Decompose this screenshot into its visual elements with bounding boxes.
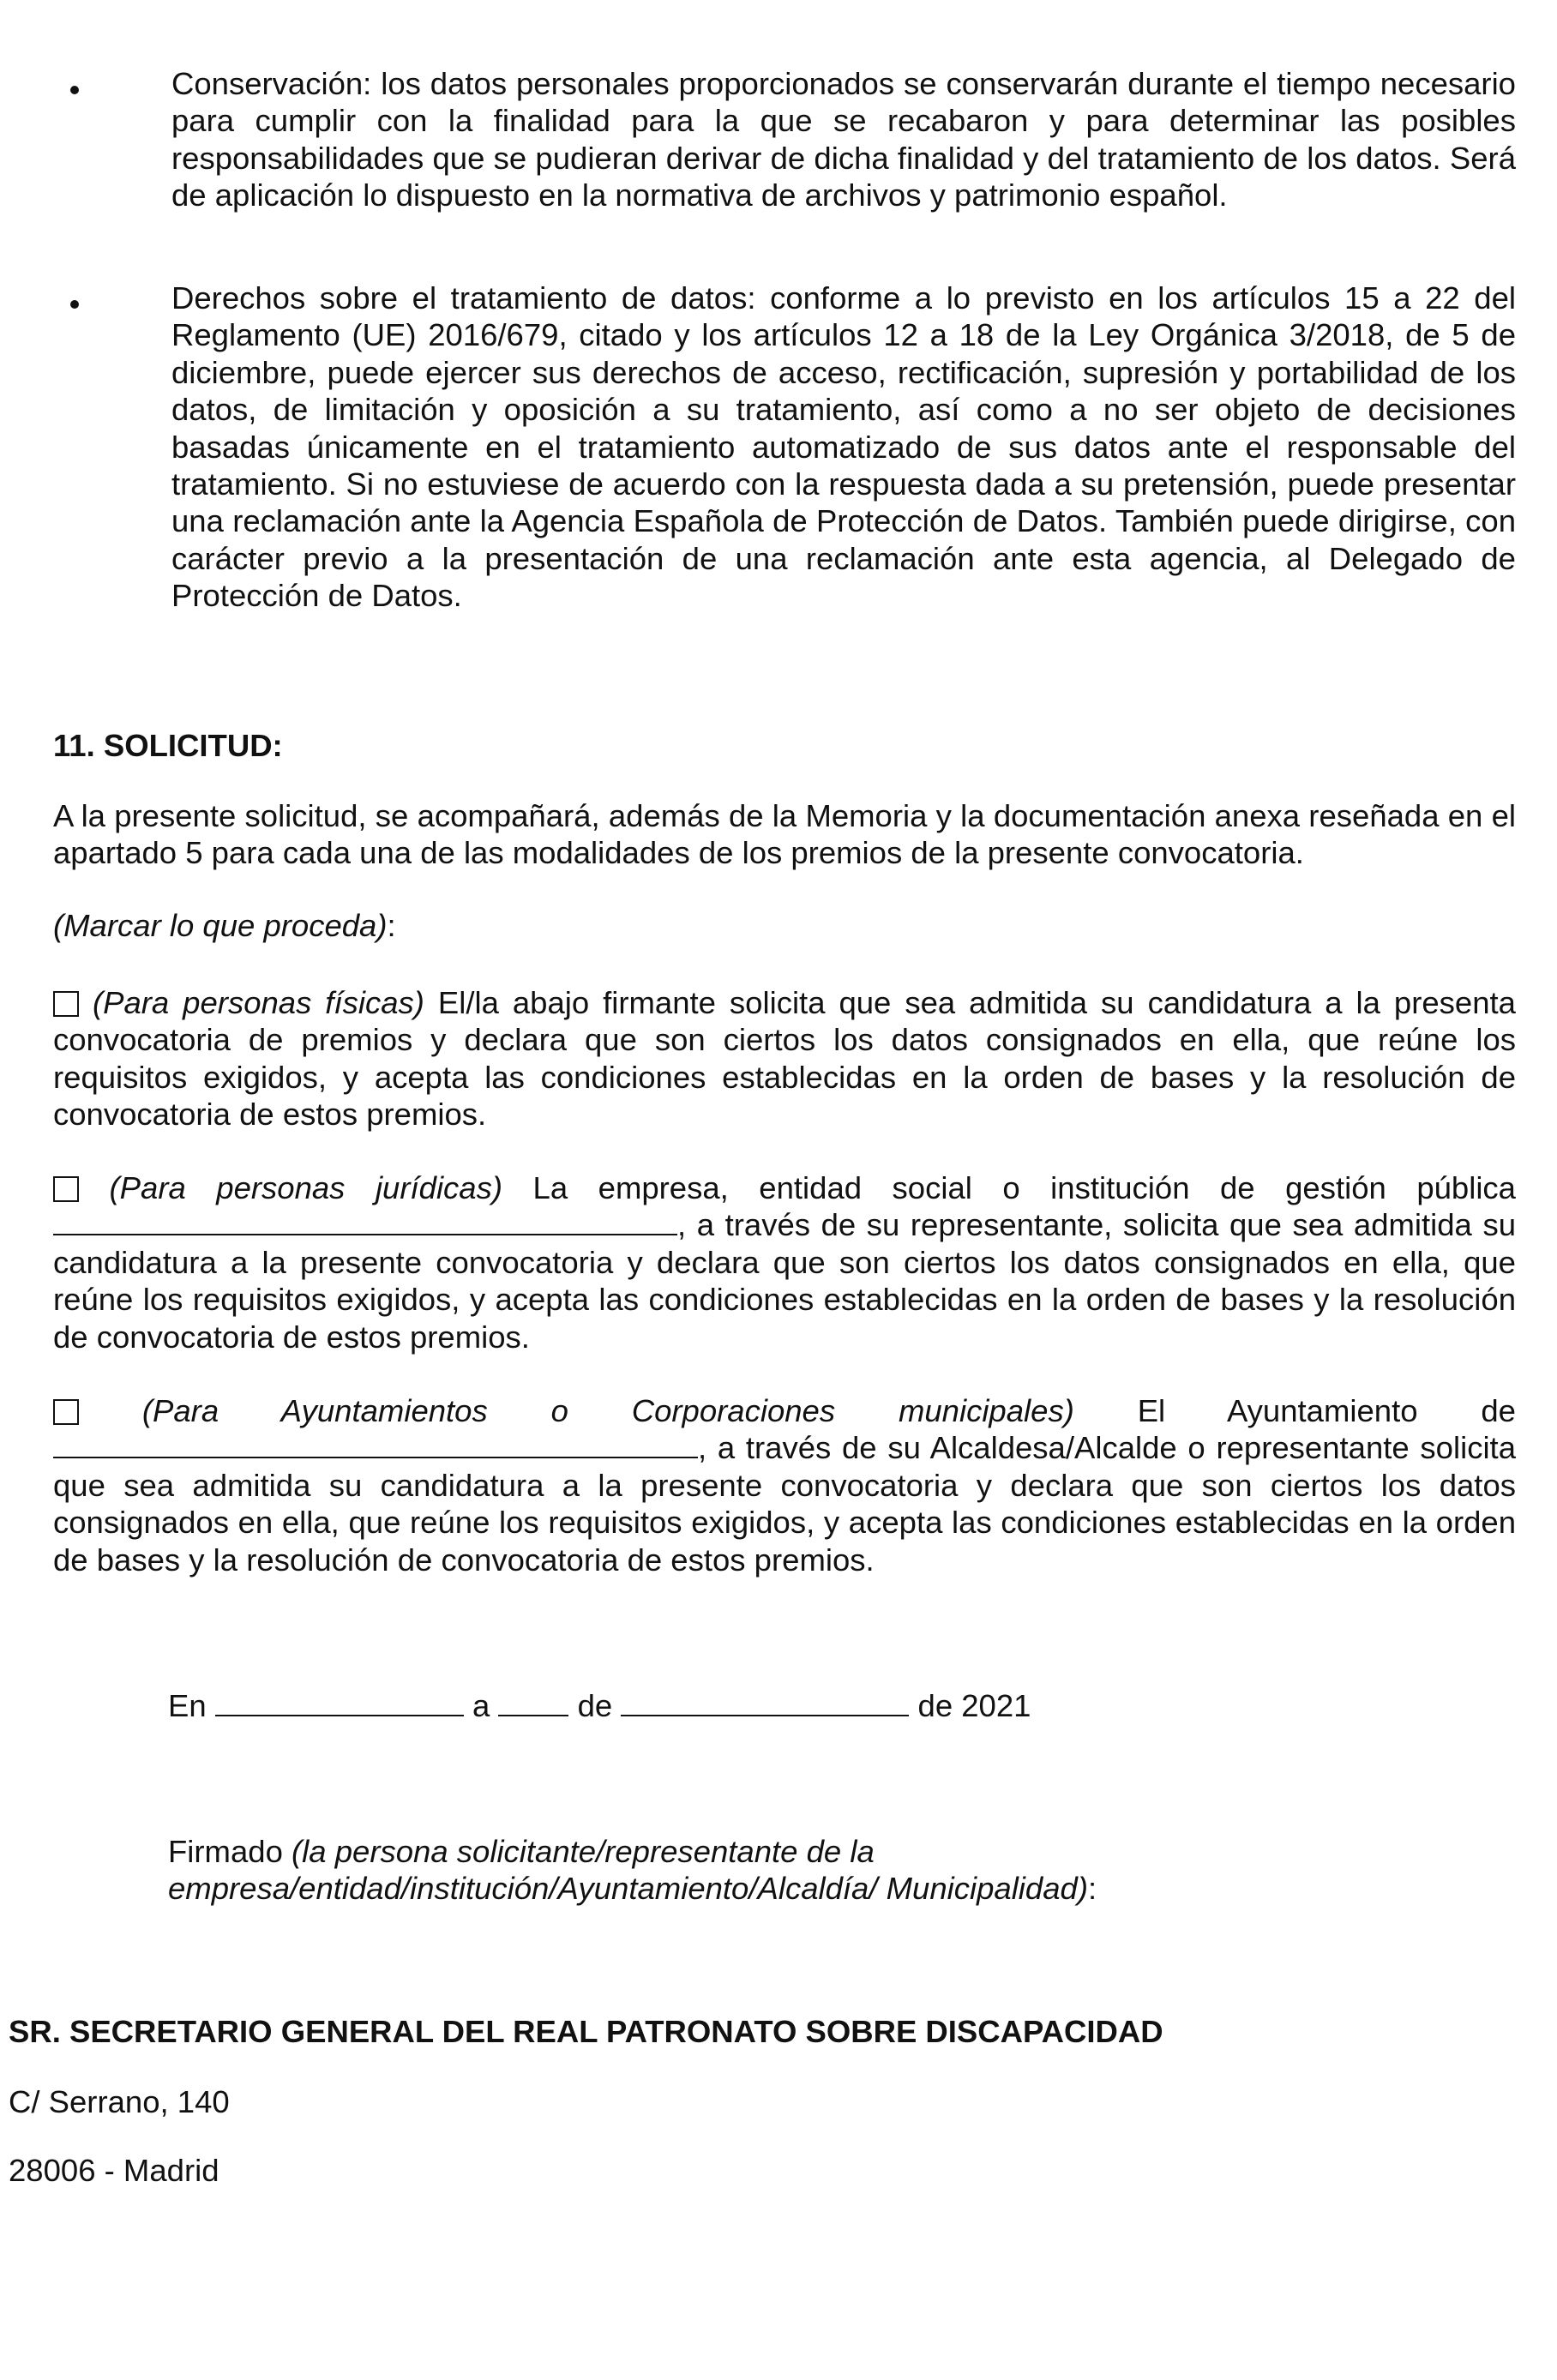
option-body: El/la abajo firmante solicita que sea admitida su candidatura a la presenta convocatoria de premios y declara que son ciertos los datos consignados en ella, que reúne los requisitos exigidos, y acepta las condiciones establecidas en la orden de bases y la resolución de convocatoria de estos premios. [53, 985, 1516, 1133]
option-body-after: , a través de su representante, solicita que sea admitida su candidatura a la presente convocatoria y declara que son ciertos los datos consignados en ella, que reúne los requisitos exigidos, y acepta las condiciones establecidas en la orden de bases y la resolución de convocatoria de estos premios. [53, 1207, 1516, 1355]
entity-name-field[interactable] [53, 1208, 677, 1235]
bullet-dot [70, 86, 79, 94]
addressee-street: C/ Serrano, 140 [9, 2084, 230, 2119]
option-personas-fisicas [53, 984, 1516, 1133]
signature-block [168, 1833, 1111, 1907]
option-italic: (Para Ayuntamientos o Corporaciones municipales) [141, 1393, 1074, 1428]
option-italic: (Para personas jurídicas) [109, 1170, 503, 1205]
date-a: a [472, 1688, 490, 1723]
place-field[interactable] [215, 1689, 464, 1716]
option-body-before: El Ayuntamiento de [1137, 1393, 1516, 1428]
date-line [168, 1687, 1031, 1724]
day-field[interactable] [498, 1689, 568, 1716]
instruction-suffix: : [387, 908, 396, 943]
bullet-conservacion [171, 65, 1516, 214]
ayuntamiento-name-field[interactable] [53, 1431, 698, 1458]
instruction [53, 907, 396, 944]
date-en: En [168, 1688, 207, 1723]
bullet-dot [70, 300, 79, 309]
section-intro [53, 797, 1516, 872]
bullet-label: Derechos sobre el tratamiento de datos: [171, 280, 756, 316]
option-checkbox[interactable] [53, 991, 79, 1017]
option-checkbox[interactable] [53, 1176, 79, 1202]
signature-suffix: : [1087, 1871, 1097, 1906]
section-title: 11. SOLICITUD: [53, 728, 283, 763]
option-text [53, 1169, 1516, 1355]
date-de: de [577, 1688, 613, 1723]
signature-italic: (la persona solicitante/representante de la empresa/entidad/institución/Ayuntamiento/Alcaldía/ Municipalidad) [168, 1834, 1088, 1906]
option-body-after: , a través de su Alcaldesa/Alcalde o representante solicita que sea admitida su candidatura a la presente convocatoria y declara que son ciertos los datos consignados en ella, que reúne los requisitos exigidos, y acepta las condiciones establecidas en la orden de bases y la resolución de convocatoria de estos premios. [53, 1430, 1516, 1578]
month-field[interactable] [621, 1689, 909, 1716]
addressee-city: 28006 - Madrid [9, 2153, 219, 2188]
option-ayuntamientos [53, 1392, 1516, 1578]
signature-label: Firmado [168, 1834, 283, 1869]
intro-text: A la presente solicitud, se acompañará, además de la Memoria y la documentación anexa reseñada en el apartado 5 para cada una de las modalidades de los premios de la presente convocatoria. [53, 798, 1516, 871]
addressee-title: SR. SECRETARIO GENERAL DEL REAL PATRONATO SOBRE DISCAPACIDAD [9, 2014, 1163, 2049]
bullet-label: Conservación: [171, 66, 372, 101]
bullet-body: conforme a lo previsto en los artículos 15 a 22 del Reglamento (UE) 2016/679, citado y los artículos 12 a 18 de la Ley Orgánica 3/2018, de 5 de diciembre, puede ejercer sus derechos de acceso, rectificación, supresión y portabilidad de los datos, de limitación y oposición a su tratamiento, así como a no ser objeto de decisiones basadas únicamente en el tratamiento automatizado de sus datos ante el responsable del tratamiento. Si no estuviese de acuerdo con la respuesta dada a su pretensión, puede presentar una reclamación ante la Agencia Española de Protección de Datos. También puede dirigirse, con carácter previo a la presentación de una reclamación ante esta agencia, al Delegado de Protección de Datos. [171, 280, 1516, 614]
option-personas-juridicas [53, 1169, 1516, 1355]
option-text [53, 1392, 1516, 1578]
bullet-body: los datos personales proporcionados se conservarán durante el tiempo necesario para cumplir con la finalidad para la que se recabaron y para determinar las posibles responsabilidades que se pudieran derivar de dicha finalidad y del tratamiento de los datos. Será de aplicación lo dispuesto en la normativa de archivos y patrimonio español. [171, 66, 1516, 213]
instruction-text: (Marcar lo que proceda) [53, 908, 388, 943]
option-checkbox[interactable] [53, 1399, 79, 1425]
bullet-text [171, 65, 1516, 214]
option-italic: (Para personas físicas) [92, 985, 424, 1020]
option-text [53, 984, 1516, 1133]
option-body-before: La empresa, entidad social o institución de gestión pública [532, 1170, 1516, 1205]
bullet-text [171, 279, 1516, 615]
bullet-derechos [171, 279, 1516, 615]
date-year: de 2021 [917, 1688, 1031, 1723]
